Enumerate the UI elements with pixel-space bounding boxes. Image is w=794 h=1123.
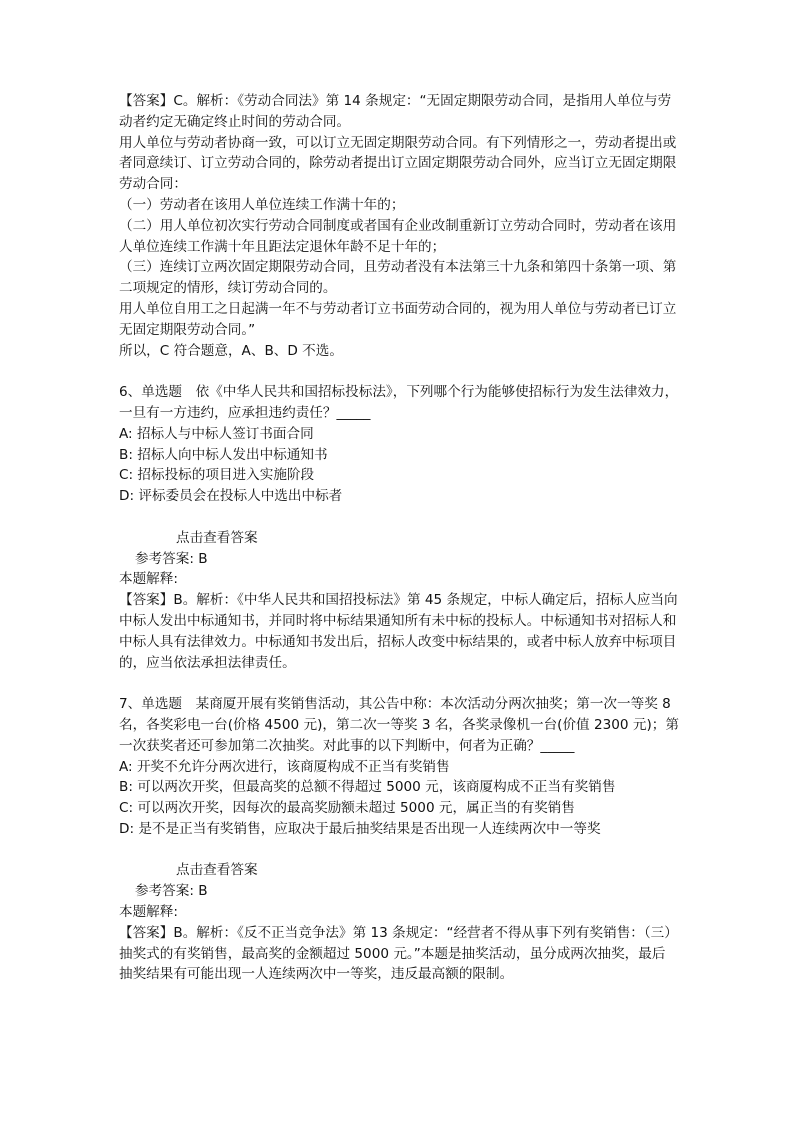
explanation-text: 【答案】B。解析：《中华人民共和国招投标法》第 45 条规定，中标人确定后，招标人应当向中标人发出中标通知书，并同时将中标结果通知所有未中标的投标人。中标通知书对招标人和中标人具有法律效力。中标通知书发出后，招标人改变中标结果的，或者中标人放弃中标项目的，应当依法承担法律责任。 — [119, 592, 678, 671]
option-d: D: 是不是正当有奖销售，应取决于最后抽奖结果是否出现一人连续两次中一等奖 — [119, 820, 601, 837]
view-answer-link[interactable]: 点击查看答案 — [176, 862, 258, 879]
option-d: D: 评标委员会在投标人中选出中标者 — [119, 488, 343, 505]
explanation-line: （二）用人单位初次实行劳动合同制度或者国有企业改制重新订立劳动合同时，劳动者在该用人单位连续工作满十年且距法定退休年龄不足十年的； — [119, 217, 677, 255]
question-7 — [119, 694, 679, 985]
option-b: B: 可以两次开奖，但最高奖的总额不得超过 5000 元，该商厦构成不正当有奖销售 — [119, 779, 616, 796]
explanation-label: 本题解释: — [119, 904, 178, 921]
spacer — [119, 507, 679, 528]
option-c: C: 可以两次开奖，因每次的最高奖励额未超过 5000 元，属正当的有奖销售 — [119, 800, 575, 817]
reference-answer: 参考答案: B — [135, 550, 208, 567]
spacer — [119, 361, 679, 382]
explanation-line: （一）劳动者在该用人单位连续工作满十年的； — [119, 196, 405, 213]
explanation-line: 用人单位自用工之日起满一年不与劳动者订立书面劳动合同的，视为用人单位与劳动者已订立无固定期限劳动合同。” — [119, 300, 677, 338]
option-a: A: 招标人与中标人签订书面合同 — [119, 425, 314, 442]
explanation-line: （三）连续订立两次固定期限劳动合同，且劳动者没有本法第三十九条和第四十条第一项、第二项规定的情形，续订劳动合同的。 — [119, 259, 677, 297]
view-answer-link[interactable]: 点击查看答案 — [176, 529, 258, 546]
option-a: A: 开奖不允许分两次进行，该商厦构成不正当有奖销售 — [119, 758, 450, 775]
spacer — [119, 673, 679, 694]
reference-answer: 参考答案: B — [135, 883, 208, 900]
question-6 — [119, 382, 679, 673]
spacer — [119, 840, 679, 861]
option-c: C: 招标投标的项目进入实施阶段 — [119, 467, 315, 484]
question-text: 6、单选题 依《中华人民共和国招标投标法》，下列哪个行为能够使招标行为发生法律效力，一旦有一方违约，应承担违约责任？_____ — [119, 384, 679, 421]
question-text: 7、单选题 某商厦开展有奖销售活动，其公告中称：本次活动分两次抽奖；第一次一等奖 8 名，各奖彩电一台(价格 4500 元)，第二次一等奖 3 名，各奖录像机一台(价值 2300 元)；第一次获奖者还可参加第二次抽奖。对此事的以下判断中，何者为正确？_____ — [119, 696, 679, 754]
explanation-label: 本题解释: — [119, 571, 178, 588]
explanation-text: 【答案】B。解析：《反不正当竞争法》第 13 条规定：“经营者不得从事下列有奖销售：（三）抽奖式的有奖销售，最高奖的金额超过 5000 元。”本题是抽奖活动，虽分成两次抽奖，最后抽奖结果有可能出现一人连续两次中一等奖，违反最高额的限制。 — [119, 924, 678, 983]
explanation-line: 用人单位与劳动者协商一致，可以订立无固定期限劳动合同。有下列情形之一，劳动者提出或者同意续订、订立劳动合同的，除劳动者提出订立固定期限劳动合同外，应当订立无固定期限劳动合同： — [119, 134, 677, 193]
previous-answer-explanation — [119, 91, 679, 361]
option-b: B: 招标人向中标人发出中标通知书 — [119, 446, 328, 463]
explanation-line: 【答案】C。解析：《劳动合同法》第 14 条规定：“无固定期限劳动合同，是指用人单位与劳动者约定无确定终止时间的劳动合同。 — [119, 93, 672, 130]
document-page — [119, 91, 679, 985]
explanation-line: 所以，C 符合题意，A、B、D 不选。 — [119, 342, 343, 359]
